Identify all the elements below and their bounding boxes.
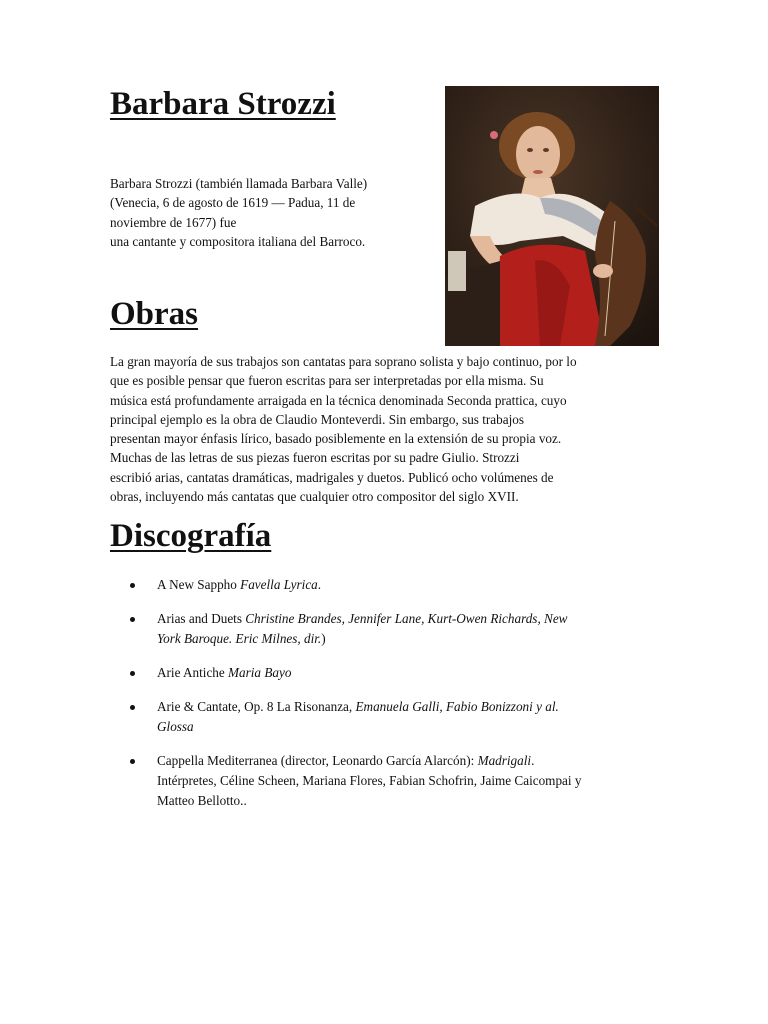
- discografia-heading: Discografía: [110, 518, 272, 554]
- obras-line: Muchas de las letras de sus piezas fueron escritas por su padre Giulio. Strozzi: [110, 450, 520, 466]
- obras-line: que es posible pensar que fueron escritas para ser interpretadas por ella misma. Su: [110, 373, 544, 389]
- obras-line: escribió arias, cantatas dramáticas, madrigales y duetos. Publicó ocho volúmenes de: [110, 469, 554, 485]
- list-item: [110, 697, 670, 737]
- intro-line: (Venecia, 6 de agosto de 1619 — Padua, 11 de: [110, 195, 356, 211]
- list-item: [110, 575, 670, 595]
- obras-line: obras, incluyendo más cantatas que cualquier otro compositor del siglo XVII.: [110, 489, 519, 505]
- list-item-line: Arias and Duets Christine Brandes, Jennifer Lane, Kurt-Owen Richards, New: [157, 611, 568, 626]
- obras-line: presentan mayor énfasis lírico, basado posiblemente en la extensión de su propia voz.: [110, 431, 562, 447]
- obras-paragraph: [110, 352, 666, 506]
- obras-line: música está profundamente arraigada en la técnica denominada Seconda prattica, cuyo: [110, 392, 567, 408]
- discography-list: [110, 575, 670, 825]
- obras-line: principal ejemplo es la obra de Claudio Monteverdi. Sin embargo, sus trabajos: [110, 411, 524, 427]
- page-title: Barbara Strozzi: [110, 86, 336, 122]
- intro-line: noviembre de 1677) fue: [110, 214, 237, 230]
- intro-line: una cantante y compositora italiana del Barroco.: [110, 234, 366, 250]
- obras-heading: Obras: [110, 296, 199, 332]
- list-item: [110, 751, 670, 811]
- bullet-icon: [130, 705, 135, 710]
- list-item: [110, 609, 670, 649]
- list-item-line: York Baroque. Eric Milnes, dir.): [157, 631, 326, 646]
- list-item-line: Intérpretes, Céline Scheen, Mariana Flores, Fabian Schofrin, Jaime Caicompai y: [157, 773, 582, 788]
- bullet-icon: [130, 671, 135, 676]
- portrait-image: [445, 86, 659, 346]
- list-item-line: Arie Antiche Maria Bayo: [157, 665, 292, 680]
- list-item-line: Glossa: [157, 719, 194, 734]
- bullet-icon: [130, 759, 135, 764]
- bullet-icon: [130, 583, 135, 588]
- list-item-line: Cappella Mediterranea (director, Leonardo García Alarcón): Madrigali.: [157, 753, 535, 768]
- list-item-line: A New Sappho Favella Lyrica.: [157, 577, 322, 592]
- bullet-icon: [130, 617, 135, 622]
- obras-line: La gran mayoría de sus trabajos son cantatas para soprano solista y bajo continuo, por lo: [110, 354, 577, 369]
- intro-paragraph: [110, 174, 430, 252]
- intro-line: Barbara Strozzi (también llamada Barbara Valle): [110, 176, 368, 191]
- list-item: [110, 663, 670, 683]
- list-item-line: Arie & Cantate, Op. 8 La Risonanza, Emanuela Galli, Fabio Bonizzoni y al.: [157, 699, 559, 714]
- list-item-line: Matteo Bellotto..: [157, 793, 247, 808]
